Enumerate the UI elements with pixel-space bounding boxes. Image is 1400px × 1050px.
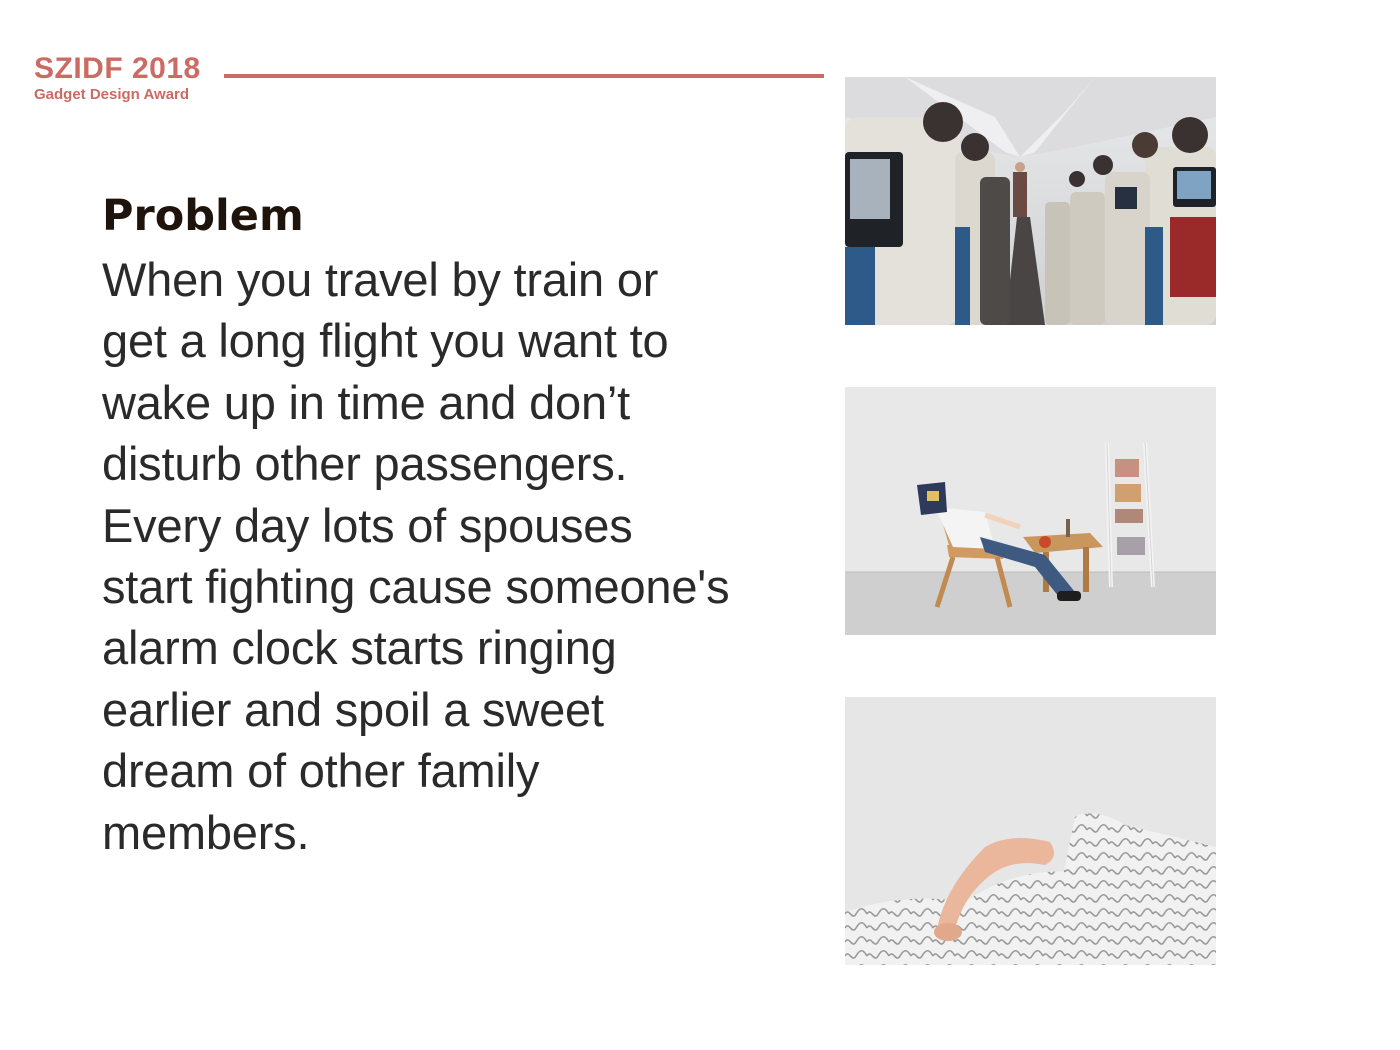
person-sleeping-on-chair-photo — [845, 387, 1216, 635]
award-title: SZIDF 2018 — [34, 52, 201, 85]
description-line: get a long flight you want to — [102, 314, 669, 368]
airplane-cabin-photo — [845, 77, 1216, 325]
description-line: start fighting cause someone's — [102, 560, 730, 614]
award-subtitle: Gadget Design Award — [34, 86, 190, 103]
arm-on-patterned-pillow-photo — [845, 697, 1216, 965]
description-line: earlier and spoil a sweet — [102, 682, 604, 736]
description-line: When you travel by train or — [102, 253, 659, 306]
description-line: wake up in time and don’t — [102, 375, 630, 429]
description-line: disturb other passengers. — [102, 437, 628, 491]
description-line: dream of other family — [102, 744, 540, 798]
problem-description — [102, 249, 782, 863]
header-divider — [224, 74, 824, 78]
award-logo — [34, 52, 201, 104]
description-line: alarm clock starts ringing — [102, 621, 617, 675]
description-line: members. — [102, 805, 310, 859]
description-line: Every day lots of spouses — [102, 498, 633, 552]
section-heading: Problem — [102, 191, 304, 241]
